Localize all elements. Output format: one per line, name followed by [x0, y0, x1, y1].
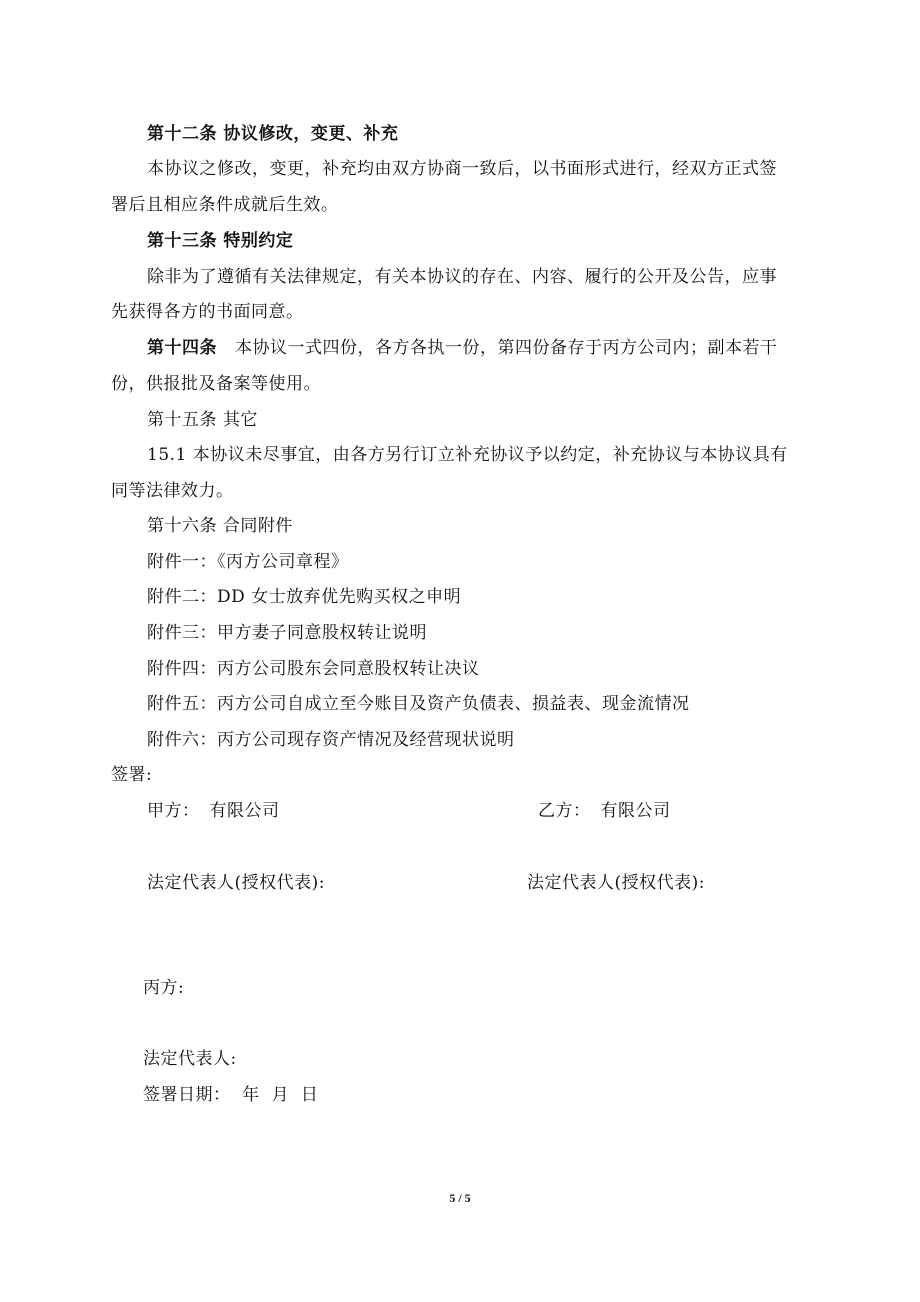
party-c-label: 丙方:	[143, 978, 185, 998]
party-b-name: 有限公司	[600, 801, 671, 821]
signing-date-line: 签署日期： 年 月 日	[143, 1085, 319, 1105]
page-number: 5 / 5	[449, 1191, 471, 1205]
attachment-3: 附件三：甲方妻子同意股权转让说明	[147, 623, 427, 643]
article-12-text-line1: 本协议之修改，变更，补充均由双方协商一致后，以书面形式进行，经双方正式签	[147, 159, 777, 179]
party-c-representative: 法定代表人:	[143, 1049, 237, 1069]
attachment-2: 附件二：DD 女士放弃优先购买权之申明	[147, 587, 462, 607]
article-15-heading: 第十五条 其它	[147, 410, 258, 430]
party-a-representative: 法定代表人(授权代表):	[147, 873, 325, 893]
attachment-1: 附件一：《丙方公司章程》	[147, 552, 349, 572]
article-14-text: 本协议一式四份，各方各执一份，第四份备存于丙方公司内；副本若干	[235, 338, 778, 358]
party-b-representative: 法定代表人(授权代表):	[527, 873, 705, 893]
article-14-heading: 第十四条	[147, 338, 217, 358]
signature-label: 签署:	[111, 765, 153, 785]
article-12-text-line2: 署后且相应条件成就后生效。	[111, 195, 339, 215]
article-15-text-line1: 15.1 本协议未尽事宜，由各方另行订立补充协议予以约定，补充协议与本协议具有	[147, 445, 788, 465]
party-b-label: 乙方：	[538, 801, 591, 821]
article-16-heading: 第十六条 合同附件	[147, 516, 293, 536]
party-b-line	[538, 801, 671, 821]
article-14-text-line2: 份，供报批及备案等使用。	[111, 374, 321, 394]
article-12-heading: 第十二条 协议修改，变更、补充	[147, 124, 399, 144]
article-15-text-line2: 同等法律效力。	[111, 481, 234, 501]
attachment-4: 附件四：丙方公司股东会同意股权转让决议	[147, 659, 480, 679]
article-13-heading: 第十三条 特别约定	[147, 231, 294, 251]
attachment-6: 附件六：丙方公司现存资产情况及经营现状说明	[147, 730, 515, 750]
article-14-line1	[147, 338, 778, 358]
party-a-label: 甲方：	[147, 801, 200, 821]
article-13-text-line1: 除非为了遵循有关法律规定，有关本协议的存在、内容、履行的公开及公告，应事	[147, 267, 777, 287]
attachment-5: 附件五：丙方公司自成立至今账目及资产负债表、损益表、现金流情况	[147, 694, 690, 714]
party-a-name: 有限公司	[209, 801, 280, 821]
article-13-text-line2: 先获得各方的书面同意。	[111, 302, 304, 322]
party-a-line	[147, 801, 280, 821]
